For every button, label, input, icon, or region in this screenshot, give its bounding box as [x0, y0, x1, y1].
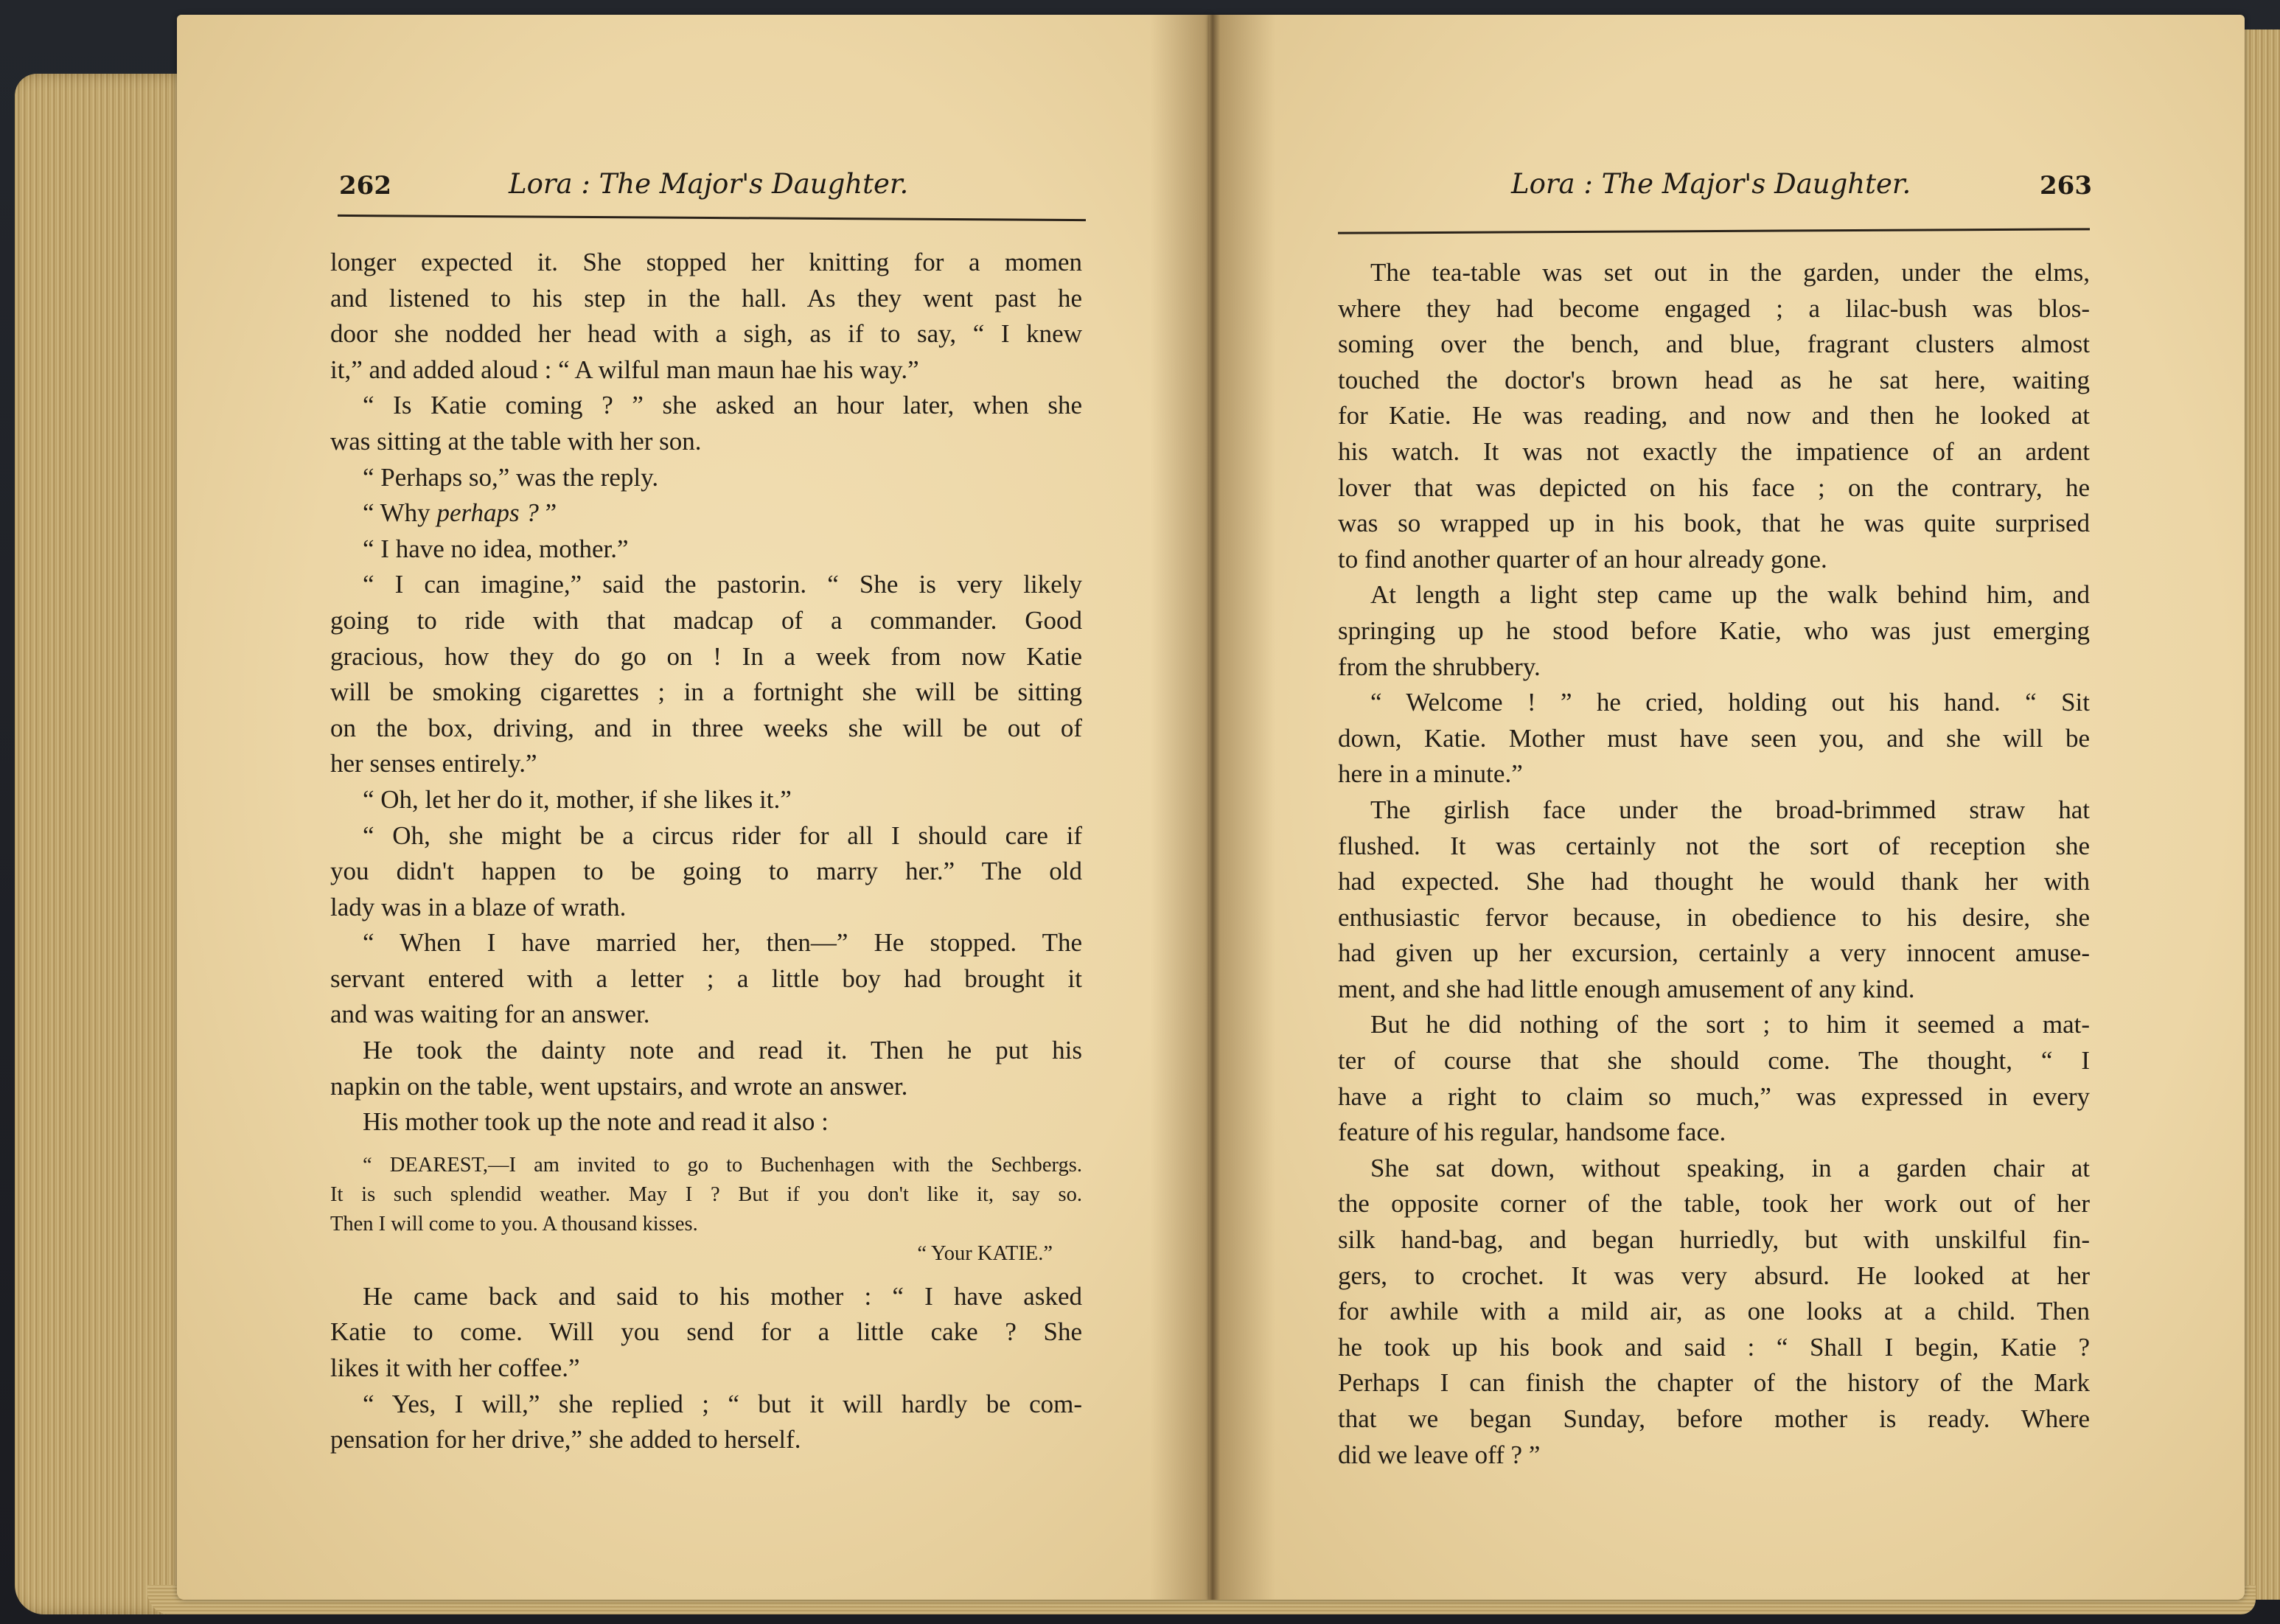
quoted-letter	[330, 1151, 1082, 1239]
right-running-head	[1338, 164, 2090, 205]
text-line: had expected. She had thought he would thank her with	[1338, 867, 2090, 896]
text-line: gers, to crochet. It was very absurd. He looked at her	[1338, 1261, 2090, 1290]
text-line: soming over the bench, and blue, fragrant clusters almost	[1338, 330, 2090, 359]
text-line: feature of his regular, handsome face.	[1338, 1118, 1726, 1147]
why-italic: perhaps ?	[436, 498, 539, 528]
text-line: “ Welcome ! ” he cried, holding out his hand. “ Sit	[1370, 688, 2090, 717]
letter-signature: “ Your KATIE.”	[917, 1241, 1053, 1265]
text-line: will be smoking cigarettes ; in a fortnight she will be sitting	[330, 677, 1082, 707]
text-line: that we began Sunday, before mother is ready. Where	[1338, 1404, 2090, 1433]
text-line: flushed. It was certainly not the sort of reception she	[1338, 831, 2090, 860]
text-line: and listened to his step in the hall. As they went past he	[330, 283, 1082, 313]
book-gutter	[1150, 15, 1275, 1600]
text-line: was sitting at the table with her son.	[330, 426, 702, 456]
text-line: She sat down, without speaking, in a garden chair at	[1370, 1153, 2090, 1182]
text-line: had given up her excursion, certainly a very innocent amuse-	[1338, 938, 2090, 968]
text-line: ter of course that she should come. The thought, “ I	[1338, 1046, 2090, 1076]
spacer	[330, 1269, 1082, 1279]
left-paragraphs-a	[330, 245, 1082, 495]
text-line: silk hand-bag, and began hurriedly, but with unskilful fin-	[1338, 1225, 2090, 1255]
spacer	[330, 1140, 1082, 1151]
text-line: servant entered with a letter ; a little boy had brought it	[330, 963, 1082, 993]
text-line: “ Yes, I will,” she replied ; “ but it will hardly be com-	[363, 1389, 1082, 1418]
text-line: he took up his book and said : “ Shall I begin, Katie ?	[1338, 1332, 2090, 1362]
text-line: “ Is Katie coming ? ” she asked an hour later, when she	[363, 391, 1082, 420]
text-line: springing up he stood before Katie, who was just emerging	[1338, 616, 2090, 645]
text-line: His mother took up the note and read it also :	[363, 1107, 829, 1137]
why-suffix: ”	[538, 498, 557, 528]
text-line: going to ride with that madcap of a commander. Good	[330, 605, 1082, 635]
left-page-text	[330, 245, 1082, 1458]
why-prefix: “ Why	[363, 498, 437, 528]
text-line	[330, 495, 1082, 532]
text-line: “ I can imagine,” said the pastorin. “ She is very likely	[363, 570, 1082, 599]
text-line: was so wrapped up in his book, that he was quite surprised	[1338, 509, 2090, 538]
text-line: “ Perhaps so,” was the reply.	[363, 462, 659, 492]
text-line: gracious, how they do go on ! In a week from now Katie	[330, 641, 1082, 671]
text-line: and was waiting for an answer.	[330, 1000, 650, 1029]
text-line: He came back and said to his mother : “ I have asked	[363, 1281, 1082, 1311]
text-line: But he did nothing of the sort ; to him it seemed a mat-	[1370, 1010, 2090, 1039]
text-line: to find another quarter of an hour already gone.	[1338, 544, 1827, 574]
text-line: likes it with her coffee.”	[330, 1353, 580, 1383]
text-line: “ I have no idea, mother.”	[363, 534, 629, 563]
right-running-title: Lora : The Major's Daughter.	[1511, 168, 1911, 200]
text-line: for Katie. He was reading, and now and then he looked at	[1338, 401, 2090, 431]
text-line: “ When I have married her, then—” He stopped. The	[363, 928, 1082, 958]
text-line: ment, and she had little enough amusement of any kind.	[1338, 974, 1915, 1003]
left-page-number: 262	[339, 171, 391, 201]
text-line: touched the doctor's brown head as he sat here, waiting	[1338, 365, 2090, 394]
text-line: for awhile with a mild air, as one looks at a child. Then	[1338, 1297, 2090, 1326]
left-running-title: Lora : The Major's Daughter.	[509, 168, 909, 200]
text-line: “ Oh, let her do it, mother, if she likes it.”	[363, 784, 792, 814]
text-line: Then I will come to you. A thousand kisses.	[330, 1212, 698, 1236]
text-line: you didn't happen to be going to marry her.” The old	[330, 857, 1082, 886]
text-line: his watch. It was not exactly the impatience of an ardent	[1338, 436, 2090, 466]
left-running-head	[338, 164, 1090, 205]
right-page-number: 263	[2040, 171, 2092, 201]
text-line: on the box, driving, and in three weeks she will be out of	[330, 713, 1082, 742]
text-line: from the shrubbery.	[1338, 652, 1541, 681]
right-page-text	[1338, 255, 2090, 1473]
page-edges-left	[15, 74, 192, 1614]
text-line: have a right to claim so much,” was expressed in every	[1338, 1081, 2090, 1111]
text-line: lady was in a blaze of wrath.	[330, 892, 627, 921]
text-line: pensation for her drive,” she added to herself.	[330, 1425, 801, 1454]
text-line: enthusiastic fervor because, in obedience to his desire, she	[1338, 902, 2090, 932]
left-paragraphs-b	[330, 532, 1082, 1140]
text-line: did we leave off ? ”	[1338, 1440, 1541, 1469]
text-line: it,” and added aloud : “ A wilful man maun hae his way.”	[330, 355, 919, 384]
text-line: napkin on the table, went upstairs, and wrote an answer.	[330, 1071, 908, 1101]
text-line: her senses entirely.”	[330, 749, 537, 778]
left-paragraphs-c	[330, 1279, 1082, 1458]
text-line: Katie to come. Will you send for a little cake ? She	[330, 1317, 1082, 1347]
text-line: the opposite corner of the table, took her work out of her	[1338, 1189, 2090, 1219]
text-line: longer expected it. She stopped her knitting for a momen	[330, 248, 1082, 276]
text-line: door she nodded her head with a sigh, as if to say, “ I knew	[330, 319, 1082, 349]
text-line: The girlish face under the broad-brimmed straw hat	[1370, 795, 2090, 824]
text-line: lover that was depicted on his face ; on the contrary, he	[1338, 473, 2090, 502]
right-paragraphs	[1338, 255, 2090, 1473]
text-line: The tea-table was set out in the garden, under the elms,	[1370, 258, 2090, 287]
text-line: He took the dainty note and read it. Then he put his	[363, 1036, 1082, 1065]
text-line: where they had become engaged ; a lilac-bush was blos-	[1338, 293, 2090, 323]
text-line: here in a minute.”	[1338, 759, 1523, 789]
text-line: “ Oh, she might be a circus rider for all I should care if	[363, 820, 1082, 850]
text-line: down, Katie. Mother must have seen you, and she will be	[1338, 723, 2090, 753]
text-line: It is such splendid weather. May I ? But if you don't like it, say so.	[330, 1182, 1082, 1206]
text-line: Perhaps I can finish the chapter of the history of the Mark	[1338, 1368, 2090, 1398]
text-line: At length a light step came up the walk behind him, and	[1370, 580, 2090, 610]
text-line: “ DEAREST,—I am invited to go to Buchenhagen with the Sechbergs.	[363, 1153, 1082, 1177]
